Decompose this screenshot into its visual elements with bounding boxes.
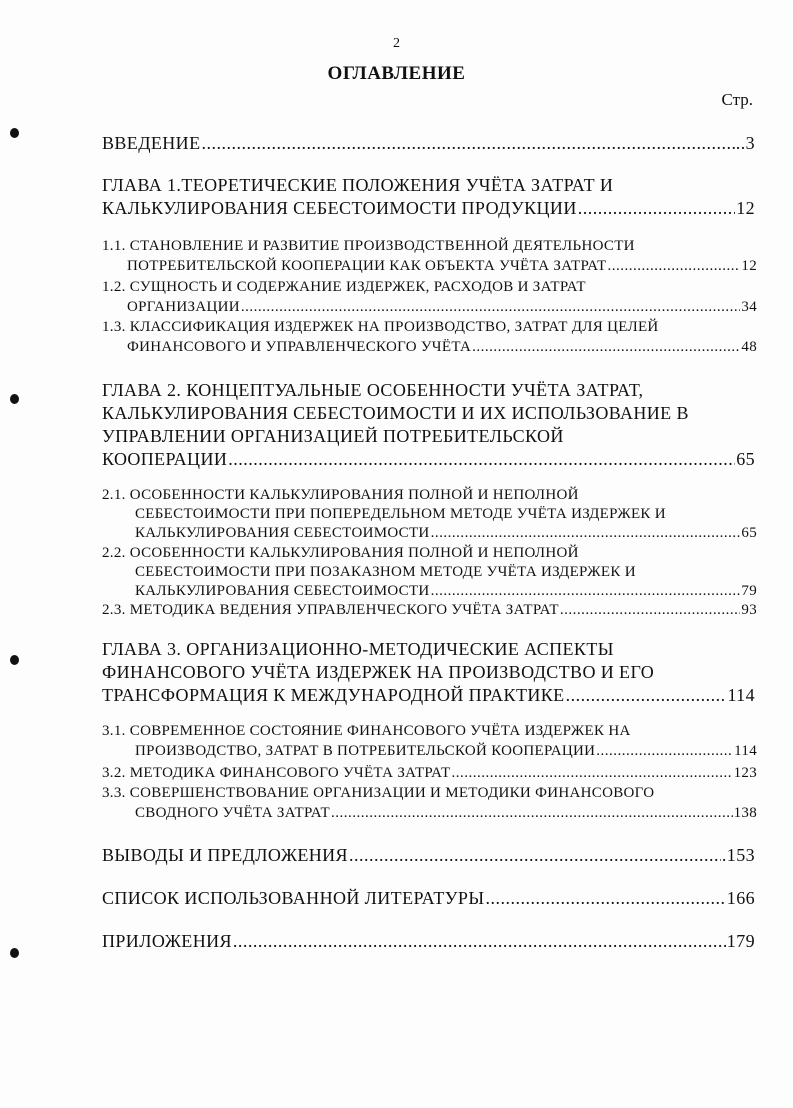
- toc-entry-text: ПОТРЕБИТЕЛЬСКОЙ КООПЕРАЦИИ КАК ОБЪЕКТА УЧЁТА ЗАТРАТ: [127, 258, 607, 274]
- toc-entry-text: ПРИЛОЖЕНИЯ: [102, 931, 232, 951]
- toc-entry-text: УПРАВЛЕНИИ ОРГАНИЗАЦИЕЙ ПОТРЕБИТЕЛЬСКОЙ: [102, 426, 564, 446]
- toc-entry-text: СТАНОВЛЕНИЕ И РАЗВИТИЕ ПРОИЗВОДСТВЕННОЙ ДЕЯТЕЛЬНОСТИ: [129, 238, 635, 254]
- toc-entry-page: 34: [741, 299, 757, 315]
- toc-entry-text: КАЛЬКУЛИРОВАНИЯ СЕБЕСТОИМОСТИ ПРОДУКЦИИ: [102, 198, 577, 218]
- toc-entry-text: ОСОБЕННОСТИ КАЛЬКУЛИРОВАНИЯ ПОЛНОЙ И НЕПОЛНОЙ: [129, 545, 579, 561]
- punch-hole-mark: [10, 128, 19, 138]
- toc-section-number: 3.3.: [102, 785, 126, 801]
- toc-section-number: 2.3.: [102, 602, 126, 618]
- page-title: ОГЛАВЛЕНИЕ: [327, 63, 466, 84]
- toc-section-number: 3.1.: [102, 723, 126, 739]
- toc-entry-text: СВОДНОГО УЧЁТА ЗАТРАТ: [135, 805, 330, 821]
- toc-entry-text: ВЫВОДЫ И ПРЕДЛОЖЕНИЯ: [102, 845, 348, 865]
- punch-hole-mark: [10, 394, 19, 404]
- toc-entry-text: МЕТОДИКА ВЕДЕНИЯ УПРАВЛЕНЧЕСКОГО УЧЁТА ЗАТРАТ: [129, 602, 559, 618]
- toc-entry-text: СЕБЕСТОИМОСТИ ПРИ ПОПЕРЕДЕЛЬНОМ МЕТОДЕ УЧЁТА ИЗДЕРЖЕК И: [135, 506, 666, 522]
- toc-section-number: 1.3.: [102, 319, 126, 335]
- toc-entry-text: КАЛЬКУЛИРОВАНИЯ СЕБЕСТОИМОСТИ: [135, 525, 430, 541]
- toc-section-number: 2.2.: [102, 545, 126, 561]
- punch-hole-mark: [10, 948, 19, 958]
- toc-entry-text: ГЛАВА 3. ОРГАНИЗАЦИОННО-МЕТОДИЧЕСКИЕ АСПЕКТЫ: [102, 639, 614, 659]
- toc-entry-text: ГЛАВА 1.ТЕОРЕТИЧЕСКИЕ ПОЛОЖЕНИЯ УЧЁТА ЗАТРАТ И: [102, 175, 614, 195]
- toc-section-number: 1.1.: [102, 238, 126, 254]
- toc-entry-page: 93: [741, 602, 757, 618]
- toc-entry-text: СОВРЕМЕННОЕ СОСТОЯНИЕ ФИНАНСОВОГО УЧЁТА ИЗДЕРЖЕК НА: [129, 723, 631, 739]
- toc-section-number: 2.1.: [102, 487, 126, 503]
- toc-entry-page: 65: [736, 449, 755, 469]
- toc-entry-text: СПИСОК ИСПОЛЬЗОВАННОЙ ЛИТЕРАТУРЫ: [102, 888, 485, 908]
- toc-entry-page: 123: [733, 765, 757, 781]
- toc-entry-text: ТРАНСФОРМАЦИЯ К МЕЖДУНАРОДНОЙ ПРАКТИКЕ: [102, 685, 565, 705]
- toc-entry-page: 114: [727, 685, 755, 705]
- toc-entry-page: 138: [733, 805, 757, 821]
- toc-entry-page: 179: [726, 931, 755, 951]
- toc-section-number: 3.2.: [102, 765, 126, 781]
- page-number: 2: [393, 36, 400, 51]
- toc-entry-text: СОВЕРШЕНСТВОВАНИЕ ОРГАНИЗАЦИИ И МЕТОДИКИ ФИНАНСОВОГО: [129, 785, 655, 801]
- toc-entry-page: .153: [721, 845, 755, 865]
- toc-entry-page: 48: [741, 339, 757, 355]
- toc-entry-text: ОРГАНИЗАЦИИ: [127, 299, 240, 315]
- punch-hole-mark: [10, 655, 19, 665]
- toc-entry-text: СУЩНОСТЬ И СОДЕРЖАНИЕ ИЗДЕРЖЕК, РАСХОДОВ И ЗАТРАТ: [129, 279, 586, 295]
- toc-entry-page: 79: [741, 583, 757, 599]
- toc-entry-page: 12: [736, 198, 755, 218]
- toc-entry-text: ОСОБЕННОСТИ КАЛЬКУЛИРОВАНИЯ ПОЛНОЙ И НЕПОЛНОЙ: [129, 487, 579, 503]
- toc-entry-text: ФИНАНСОВОГО УЧЁТА ИЗДЕРЖЕК НА ПРОИЗВОДСТВО И ЕГО: [102, 662, 655, 682]
- toc-entry-text: ВВЕДЕНИЕ: [102, 133, 201, 153]
- toc-entry-text: ФИНАНСОВОГО И УПРАВЛЕНЧЕСКОГО УЧЁТА: [127, 339, 472, 355]
- toc-entry-text: ГЛАВА 2. КОНЦЕПТУАЛЬНЫЕ ОСОБЕННОСТИ УЧЁТА ЗАТРАТ,: [102, 380, 644, 400]
- toc-section-number: 1.2.: [102, 279, 126, 295]
- toc-entry-text: КАЛЬКУЛИРОВАНИЯ СЕБЕСТОИМОСТИ: [135, 583, 430, 599]
- toc-entry-text: КЛАССИФИКАЦИЯ ИЗДЕРЖЕК НА ПРОИЗВОДСТВО, ЗАТРАТ ДЛЯ ЦЕЛЕЙ: [129, 319, 659, 335]
- toc-entry-page: 12: [741, 258, 757, 274]
- page-column-label: Стр.: [721, 90, 753, 109]
- toc-entry-text: ПРОИЗВОДСТВО, ЗАТРАТ В ПОТРЕБИТЕЛЬСКОЙ КООПЕРАЦИИ: [135, 743, 596, 759]
- toc-entry-page: 114: [734, 743, 757, 759]
- toc-entry-text: СЕБЕСТОИМОСТИ ПРИ ПОЗАКАЗНОМ МЕТОДЕ УЧЁТА ИЗДЕРЖЕК И: [135, 564, 636, 580]
- toc-entry-page: ..3: [735, 133, 755, 153]
- toc-entry-text: КООПЕРАЦИИ: [102, 449, 228, 469]
- toc-entry-text: КАЛЬКУЛИРОВАНИЯ СЕБЕСТОИМОСТИ И ИХ ИСПОЛЬЗОВАНИЕ В: [102, 403, 689, 423]
- toc-entry-page: 166: [726, 888, 755, 908]
- toc-entry-text: МЕТОДИКА ФИНАНСОВОГО УЧЁТА ЗАТРАТ: [129, 765, 451, 781]
- toc-entry-page: 65: [741, 525, 757, 541]
